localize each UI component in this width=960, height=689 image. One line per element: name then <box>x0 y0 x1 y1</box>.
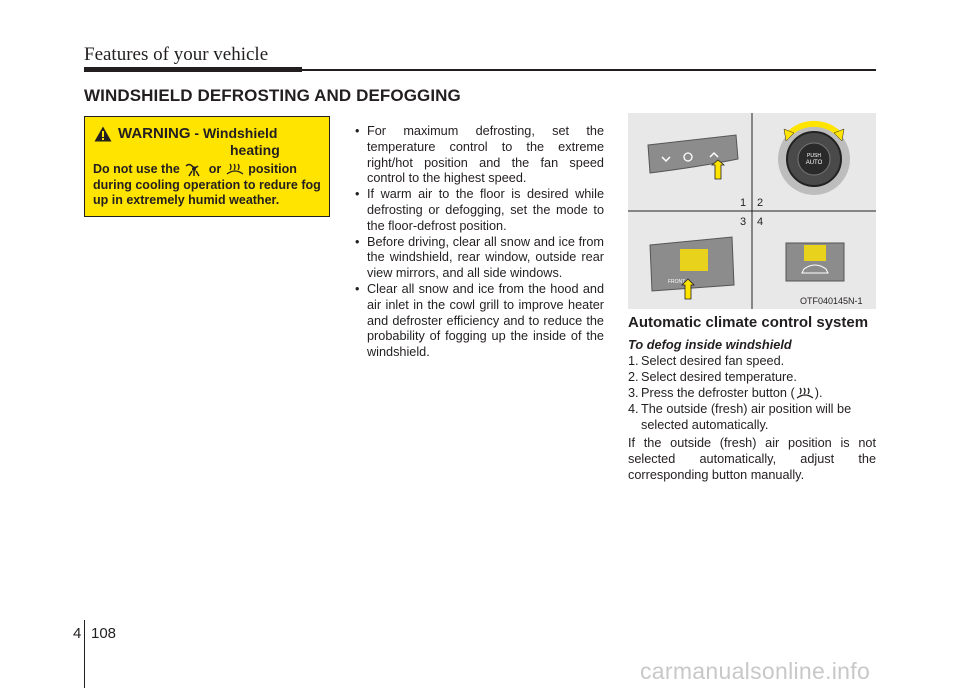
quadrant-label-2: 2 <box>757 197 764 209</box>
climate-note: If the outside (fresh) air position is not selected automatically, adjust the corresponding button manually. <box>628 436 876 482</box>
warning-box <box>84 116 330 217</box>
step-item <box>628 401 876 433</box>
bullet-item: • For maximum defrosting, set the temperature control to the extreme right/hot position and the fan speed control to the highest speed. <box>352 124 604 187</box>
step-item <box>628 369 876 385</box>
figure-caption: OTF040145N-1 <box>800 296 863 306</box>
step-text-before: Press the defroster button ( <box>641 386 795 400</box>
warning-title-part2: heating <box>230 142 280 158</box>
warning-text-part1: Do not use the <box>93 162 180 176</box>
defrost-bullet-list <box>352 124 604 361</box>
step-number: 2. <box>628 370 639 384</box>
step-number: 4. <box>628 402 639 416</box>
knob-auto-text: AUTO <box>805 160 823 166</box>
watermark: carmanualsonline.info <box>640 658 871 684</box>
front-label: FRONT <box>668 279 686 285</box>
defrost-icon <box>225 163 245 177</box>
warning-title-part1: - Windshield <box>190 125 278 141</box>
warning-text-part2: or <box>208 162 222 176</box>
defrost-icon <box>795 387 815 401</box>
climate-steps-list <box>628 353 876 433</box>
step-text: Select desired fan speed. <box>641 354 785 368</box>
bullet-item: • If warm air to the floor is desired while defrosting or defogging, set the mode to the floor-defrost position. <box>352 187 604 234</box>
climate-section-title: Automatic climate control system <box>628 314 869 331</box>
bullet-item: • Clear all snow and ice from the hood and air inlet in the cowl grill to improve heater and defroster efficiency and to reduce the probability of fogging up the inside of the windshield. <box>352 282 604 361</box>
quadrant-label-4: 4 <box>757 216 764 228</box>
climate-control-figure <box>628 113 876 309</box>
page-number-divider <box>84 620 85 688</box>
step-number: 1. <box>628 354 639 368</box>
climate-subtitle: To defog inside windshield <box>628 337 792 352</box>
warning-triangle-icon <box>94 126 112 142</box>
bullet-item: • Before driving, clear all snow and ice from the windshield, rear window, outside rear view mirrors, and all side windows. <box>352 235 604 282</box>
header-rule-thin <box>302 69 876 71</box>
running-header: Features of your vehicle <box>84 44 269 65</box>
climate-control-illustration <box>628 113 876 309</box>
header-rule-thick <box>84 67 302 72</box>
step-number: 3. <box>628 386 639 400</box>
floor-defrost-icon <box>183 163 205 177</box>
section-title: WINDSHIELD DEFROSTING AND DEFOGGING <box>84 86 461 105</box>
quadrant-label-3: 3 <box>740 216 747 228</box>
step-text-after: ). <box>814 386 823 400</box>
warning-text <box>93 162 325 209</box>
step-item <box>628 385 876 401</box>
page-number: 108 <box>91 625 117 642</box>
warning-label: WARNING <box>118 125 191 142</box>
chapter-number: 4 <box>73 625 82 642</box>
warning-text-part3: position during cooling operation to redure fog up in extremely humid weather. <box>93 162 321 207</box>
quadrant-label-1: 1 <box>740 197 747 209</box>
step-item <box>628 353 876 369</box>
step-text: The outside (fresh) air position will be selected automatically. <box>641 402 852 432</box>
knob-push-text: PUSH <box>807 153 821 159</box>
warning-heading <box>118 125 277 142</box>
step-text: Select desired temperature. <box>641 370 797 384</box>
